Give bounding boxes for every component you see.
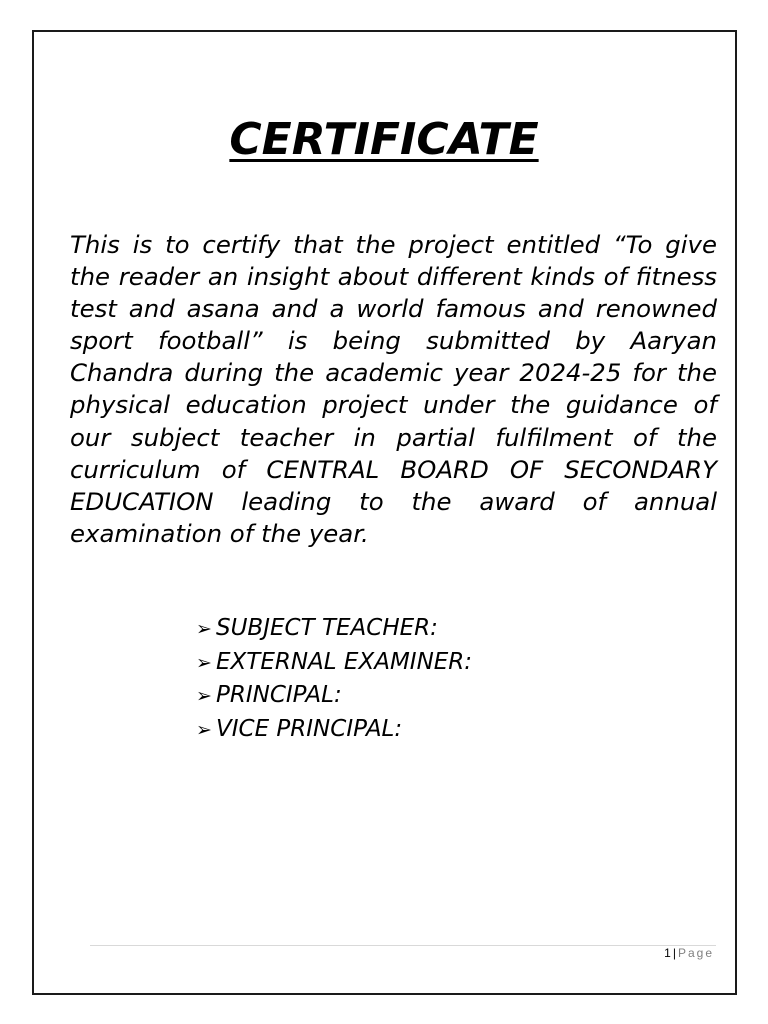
signatory-item	[196, 713, 472, 747]
signatory-label: EXTERNAL EXAMINER:	[216, 648, 473, 675]
arrow-bullet-icon: ➢	[196, 685, 212, 707]
certificate-title-text: CERTIFICATE	[229, 114, 539, 165]
arrow-bullet-icon: ➢	[196, 651, 212, 674]
signatory-label: VICE PRINCIPAL:	[216, 715, 403, 742]
signatory-item	[196, 679, 472, 713]
certificate-title	[0, 110, 768, 170]
footer-separator: |	[672, 946, 676, 960]
signatory-label: SUBJECT TEACHER:	[216, 615, 438, 641]
certificate-body: This is to certify that the project entitled “To give the reader an insight about different kinds of fitness test and asana and a world famous and renowned sport football” is being submitted by Aaryan Chandra during the academic year 2024-25 for the physical education project under the guidance of our subject teacher in partial fulfilment of the curriculum of CENTRAL BOARD OF SECONDARY EDUCATION leading to the award of annual examination of the year.	[70, 230, 717, 548]
page-number: 1	[664, 946, 671, 960]
arrow-bullet-icon: ➢	[196, 718, 212, 741]
page-label: Page	[677, 946, 714, 960]
footer-divider	[90, 945, 716, 946]
signatory-item	[196, 612, 472, 646]
signatory-list	[196, 612, 472, 746]
page-footer	[664, 944, 714, 962]
signatory-label: PRINCIPAL:	[216, 682, 342, 708]
arrow-bullet-icon: ➢	[196, 618, 212, 640]
signatory-item	[196, 646, 472, 680]
